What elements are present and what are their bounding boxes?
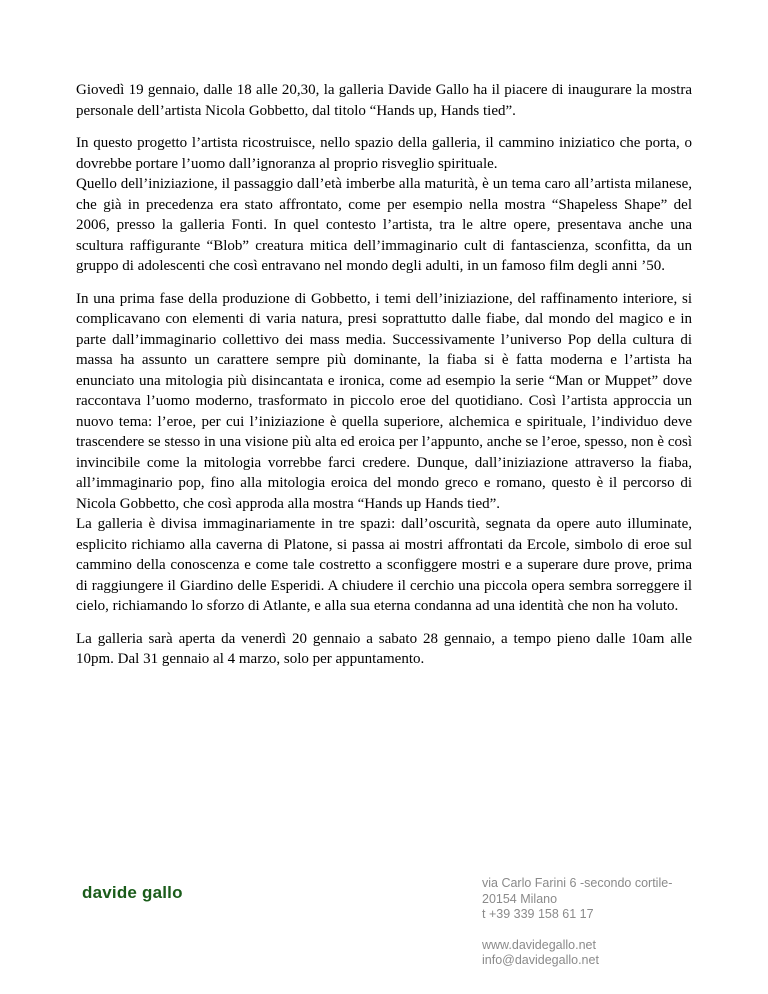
paragraph-opening-announcement: Giovedì 19 gennaio, dalle 18 alle 20,30, la galleria Davide Gallo ha il piacere di inaugurare la mostra personale dell’artista Nicola Gobbetto, dal titolo “Hands up, Hands tied”. [76,82,692,119]
paragraph-initiation-theme: Quello dell’iniziazione, il passaggio dall’età imberbe alla maturità, è un tema caro all’artista milanese, che già in precedenza era stato affrontato, come per esempio nella mostra “Shapeless Shape” del 2006, presso la galleria Fonti. In quel contesto l’artista, tra le altre opere, presentava anche una scultura raffigurante “Blob” creatura mitica dell’immaginario cult di fantascienza, sconfitta, da un gruppo di adolescenti che così entravano nel mondo degli adulti, in un famoso film degli anni ’50. [76,176,692,274]
email-link[interactable]: info@davidegallo.net [482,953,599,967]
paragraph-project-intro: In questo progetto l’artista ricostruisce, nello spazio della galleria, il cammino iniziatico che porta, o dovrebbe portare l’uomo dall’ignoranza al proprio risveglio spirituale. [76,135,692,172]
contact-spacer [482,923,672,938]
website-link[interactable]: www.davidegallo.net [482,937,596,952]
phone-number: t +39 339 158 61 17 [482,907,594,921]
gallery-contact-block [482,876,672,969]
paragraph-gallery-spaces: La galleria è divisa immaginariamente in tre spazi: dall’oscurità, segnata da opere auto illuminate, esplicito richiamo alla caverna di Platone, si passa ai mostri affrontati da Ercole, simbolo di eroe sul cammino della conoscenza e come tale costretto a sconfiggere mostri e a superare dure prove, prima di raggiungere il Giardino delle Esperidi. A chiudere il cerchio una piccola opera sembra sorreggere il cielo, richiamando lo sforzo di Atlante, e alla sua eterna condanna ad una identità che non ha voluto. [76,516,692,614]
paragraph-opening-hours: La galleria sarà aperta da venerdì 20 gennaio a sabato 28 gennaio, a tempo pieno dalle 10am alle 10pm. Dal 31 gennaio al 4 marzo, solo per appuntamento. [76,630,692,667]
press-release-body [76,80,692,682]
address-line-street: via Carlo Farini 6 -secondo cortile- [482,876,673,890]
paragraph-artist-production: In una prima fase della produzione di Gobbetto, i temi dell’iniziazione, del raffinamento interiore, si complicavano con elementi di varia natura, presi soprattutto dalle fiabe, dal mondo del magico e in parte dall’immaginario collettivo dei mass media. Successivamente l’universo Pop della cultura di massa ha assunto un carattere sempre più dominante, la fiaba si è fatta moderna e l’artista ha enunciato una mitologia più disincantata e ironica, come ad esempio la serie “Man or Muppet” dove raccontava l’uomo moderno, trasformato in piccolo eroe del quotidiano. Così l’artista approccia un nuovo tema: l’eroe, per cui l’iniziazione è quella superiore, alchemica e spirituale, l’individuo deve trascendere se stesso in una visione più alta ed eroica per l’appunto, anche se l’eroe, spesso, non è così invincibile come la mitologia vorrebbe farci credere. Dunque, dall’iniziazione attraverso la fiaba, all’immaginario pop, fino alla mitologia eroica del mondo greco e romano, questo è il percorso di Nicola Gobbetto, che così approda alla mostra “Hands up Hands tied”. [76,290,692,512]
gallery-logo: davide gallo [82,883,183,902]
address-line-city: 20154 Milano [482,891,558,906]
